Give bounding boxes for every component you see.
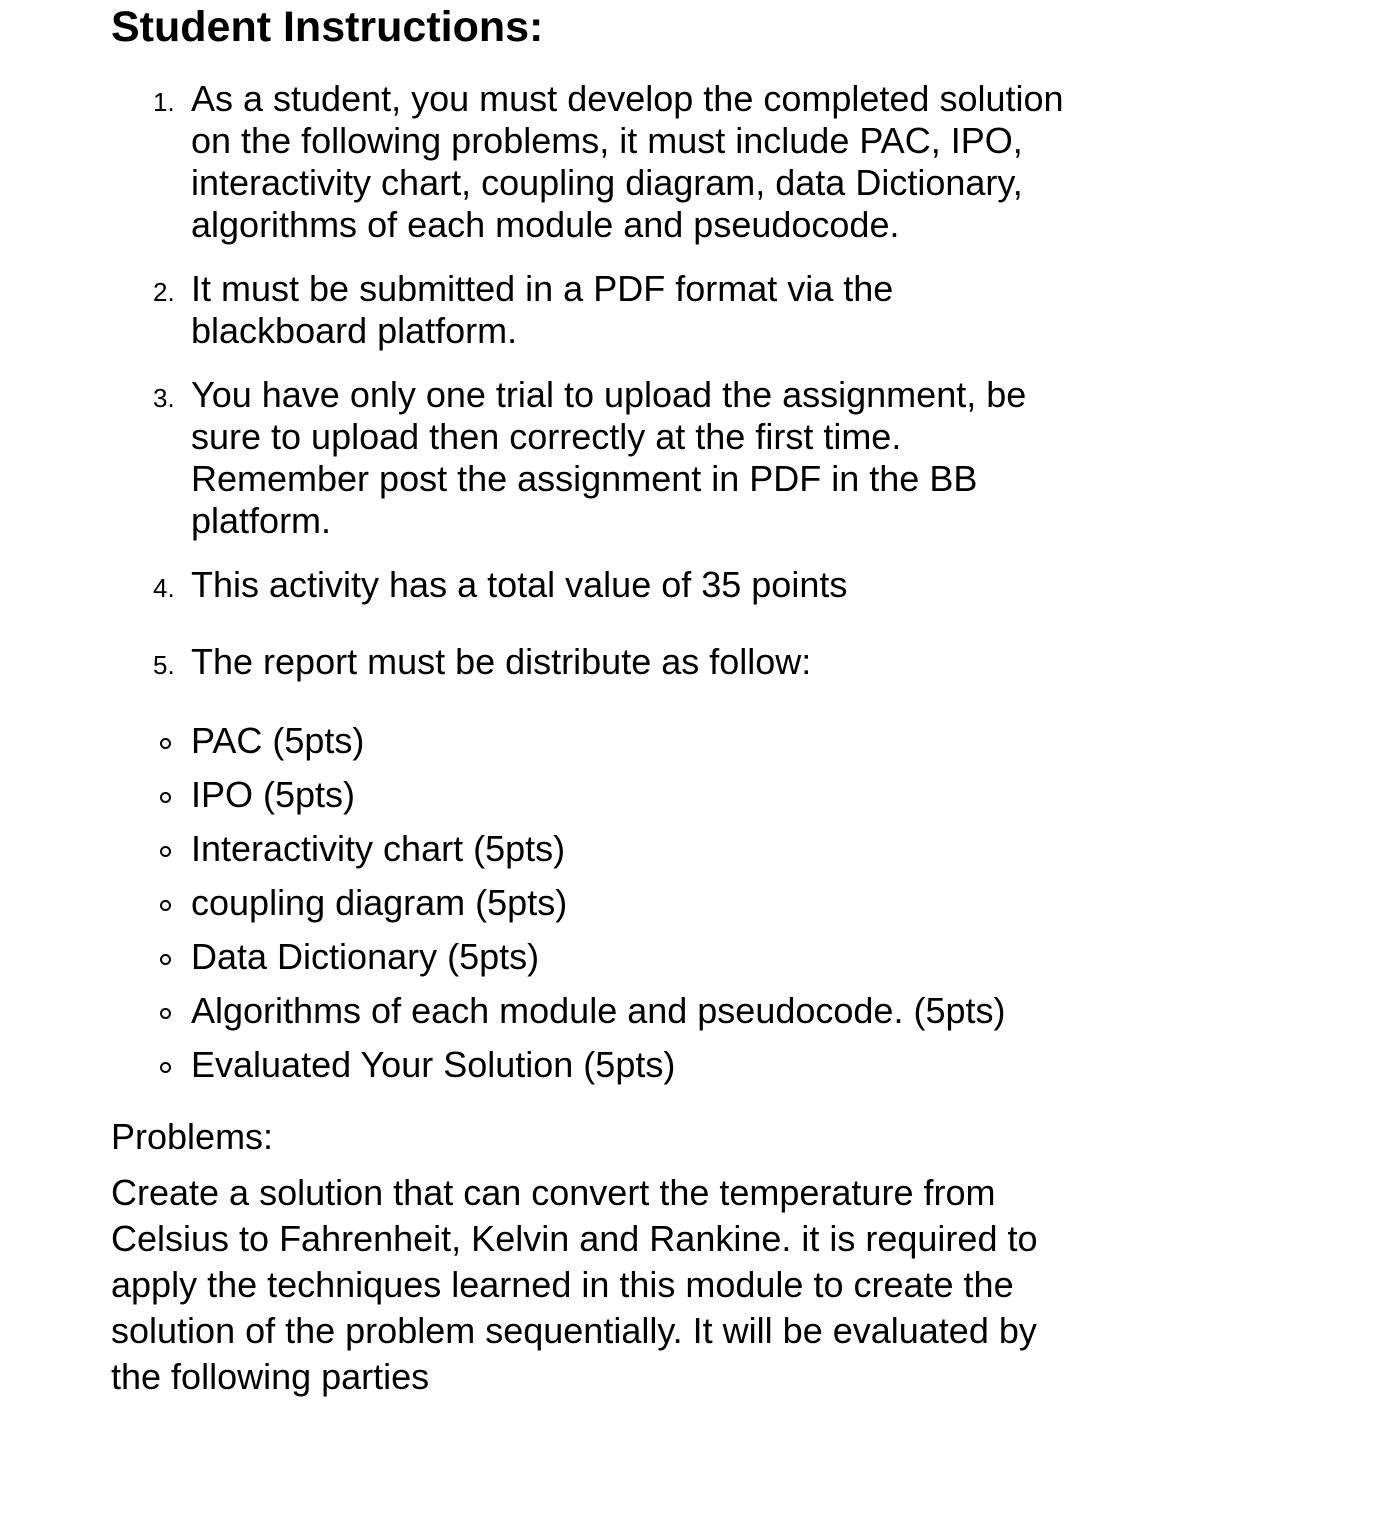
instruction-text: The report must be distribute as follow: (191, 641, 812, 682)
distribution-item (111, 936, 1111, 978)
instruction-text: You have only one trial to upload the assignment, be sure to upload then correctly at the first time. Remember post the assignment in PDF in the BB platform. (191, 374, 1027, 541)
distribution-list (111, 720, 1111, 1086)
instruction-item-5 (111, 641, 1111, 686)
distribution-text: Evaluated Your Solution (5pts) (191, 1044, 676, 1085)
problems-heading: Problems: (111, 1116, 274, 1157)
distribution-item (111, 990, 1111, 1032)
distribution-text: coupling diagram (5pts) (191, 882, 568, 923)
instruction-text: This activity has a total value of 35 points (191, 564, 848, 605)
distribution-text: Data Dictionary (5pts) (191, 936, 540, 977)
circle-bullet-icon (111, 882, 191, 924)
distribution-text: Interactivity chart (5pts) (191, 828, 566, 869)
instruction-item-1 (111, 78, 1111, 246)
instruction-number: 3. (153, 383, 175, 413)
circle-bullet-icon (111, 828, 191, 870)
circle-bullet-icon (111, 720, 191, 762)
distribution-text: IPO (5pts) (191, 774, 356, 815)
circle-bullet-icon (111, 936, 191, 978)
instruction-text: As a student, you must develop the completed solution on the following problems, it must include PAC, IPO, interactivity chart, coupling diagram, data Dictionary, algorithms of each module and pseudocode. (191, 78, 1064, 245)
circle-bullet-icon (111, 1044, 191, 1086)
instruction-number: 5. (153, 650, 175, 680)
distribution-item (111, 774, 1111, 816)
distribution-text: Algorithms of each module and pseudocode. (5pts) (191, 990, 1006, 1031)
distribution-item (111, 720, 1111, 762)
distribution-item (111, 882, 1111, 924)
document-page (111, 0, 1111, 1400)
instruction-number: 2. (153, 277, 175, 307)
page-title: Student Instructions: (111, 3, 544, 51)
instruction-item-4 (111, 564, 1111, 609)
instruction-item-3 (111, 374, 1111, 542)
instruction-item-2 (111, 268, 1111, 352)
instruction-number: 1. (153, 87, 175, 117)
instruction-number: 4. (153, 573, 175, 603)
distribution-item (111, 1044, 1111, 1086)
instruction-text: It must be submitted in a PDF format via the blackboard platform. (191, 268, 894, 351)
problems-description: Create a solution that can convert the temperature from Celsius to Fahrenheit, Kelvin and Rankine. it is required to apply the techniques learned in this module to create the solution of the problem sequentially. It will be evaluated by the following parties (111, 1172, 1038, 1397)
distribution-item (111, 828, 1111, 870)
instructions-list (111, 78, 1111, 686)
circle-bullet-icon (111, 774, 191, 816)
distribution-text: PAC (5pts) (191, 720, 365, 761)
circle-bullet-icon (111, 990, 191, 1032)
